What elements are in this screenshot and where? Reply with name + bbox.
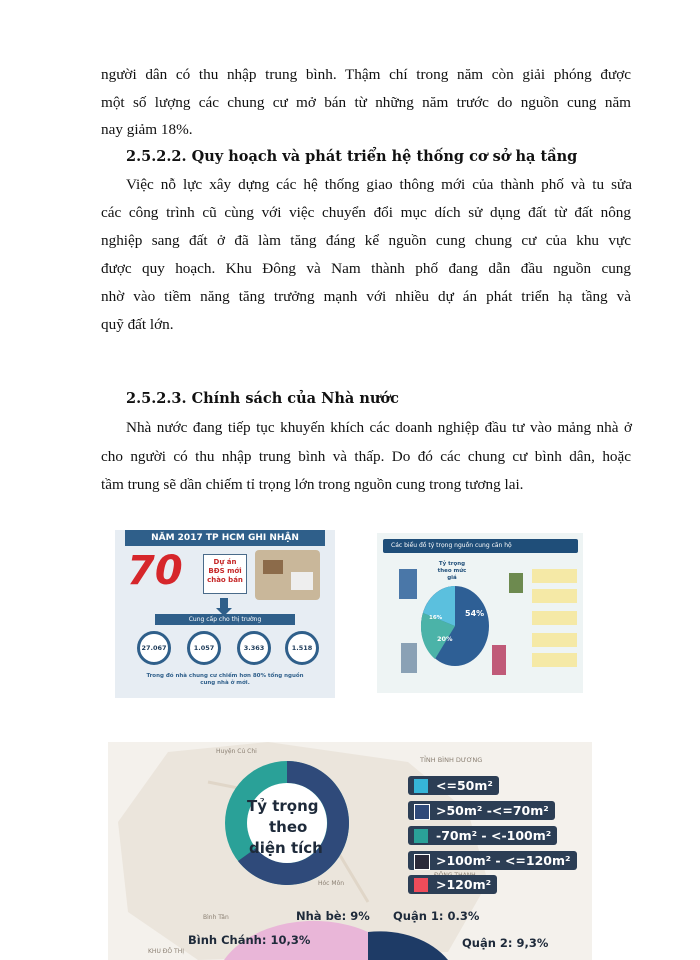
down-arrow-icon [220, 598, 228, 608]
district-label-quan-2: Quận 2: 9,3% [462, 936, 549, 950]
donut-title-line-1: Tỷ trọng [247, 797, 319, 815]
infographic-2017-supply [115, 530, 335, 698]
info1-footer: Trong đó nhà chung cư chiếm hơn 80% tổng nguồn cung nhà ở mới. [146, 673, 304, 686]
map-label-binh-tan: Bình Tân [203, 914, 229, 921]
legend-item-1 [408, 776, 499, 795]
heading-policy: 2.5.2.3. Chính sách của Nhà nước [126, 390, 399, 407]
para1-line-6: quỹ đất lớn. [101, 316, 174, 333]
para1-line-4: được quy hoạch. Khu Đông và Nam thành phố đang dẫn đầu nguồn cung [101, 260, 631, 277]
legend-item-5 [408, 875, 497, 894]
donut-title-line-2: theo [269, 818, 308, 836]
info2-note-1 [532, 569, 577, 583]
para1-line-3: nghiệp sang đất ở đã làm tăng đáng kể nguồn cung chung cư của khu vực [101, 232, 631, 249]
pie-label-20: 20% [437, 635, 453, 643]
donut-title-line-3: diện tích [249, 839, 323, 857]
pie-label-16: 16% [429, 615, 443, 621]
info2-note-5 [532, 653, 577, 667]
para2-line-3: tầm trung sẽ dần chiếm tỉ trọng lớn trong nguồn cung trong tương lai. [101, 476, 524, 493]
heading-infrastructure: 2.5.2.2. Quy hoạch và phát triển hệ thống cơ sở hạ tầng [126, 148, 578, 165]
legend-label-1: <=50m² [436, 778, 493, 793]
infographic-area-share [108, 742, 592, 960]
infographic-price-share [377, 533, 583, 693]
info1-circle-1: 27.067 [137, 631, 171, 665]
legend-label-5: >120m² [436, 877, 492, 892]
building-icon-2 [401, 643, 417, 673]
legend-label-2: >50m² -<=70m² [436, 803, 549, 818]
legend-swatch-3 [414, 829, 428, 843]
info2-note-4 [532, 633, 577, 647]
intro-line-2: một số lượng các chung cư mở bán từ những năm trước do nguồn cung năm [101, 94, 631, 111]
building-icon-1 [399, 569, 417, 599]
para1-line-1: Việc nỗ lực xây dựng các hệ thống giao thông mới của thành phố và tu sửa [126, 176, 632, 193]
district-label-nha-be: Nhà bè: 9% [296, 909, 370, 923]
info1-banner: NĂM 2017 TP HCM GHI NHẬN [125, 530, 325, 546]
info1-sub-banner: Cung cấp cho thị trường [155, 614, 295, 625]
district-label-quan-1: Quận 1: 0.3% [393, 909, 480, 923]
building-icon-3 [492, 645, 506, 675]
pie-label-54: 54% [465, 609, 485, 618]
map-label-cu-chi: Huyện Củ Chi [216, 748, 257, 755]
info2-pie-title: Tỷ trọng theo mức giá [437, 561, 467, 581]
legend-item-2 [408, 801, 555, 820]
info2-note-3 [532, 611, 577, 625]
intro-line-3: nay giảm 18%. [101, 121, 193, 138]
building-icon-4 [509, 573, 523, 593]
info1-circle-3: 3.363 [237, 631, 271, 665]
legend-label-3: -70m² - <-100m² [436, 828, 552, 843]
info1-big-number: 70 [127, 548, 183, 594]
info2-header: Các biểu đồ tỷ trọng nguồn cung căn hộ [383, 539, 578, 553]
para2-line-2: cho người có thu nhập trung bình và thấp. Do đó các chung cư bình dân, hoặc [101, 448, 631, 465]
district-label-binh-chanh: Bình Chánh: 10,3% [188, 933, 311, 947]
para1-line-2: các công trình cũ cùng với việc chuyển đổi mục dích sử dụng đất từ đất nông [101, 204, 631, 221]
info1-box [203, 554, 247, 594]
legend-item-4 [408, 851, 577, 870]
map-label-hoc-mon: Hóc Môn [318, 880, 345, 887]
map-region-label: TỈNH BÌNH DƯƠNG [420, 756, 483, 764]
legend-swatch-5 [414, 878, 428, 892]
legend-label-4: >100m² - <=120m² [436, 853, 571, 868]
info1-circle-2: 1.057 [187, 631, 221, 665]
apartment-illustration [255, 550, 320, 600]
legend-swatch-1 [414, 779, 428, 793]
info1-box-line-1: Dự án [213, 558, 237, 566]
info1-circle-4: 1.518 [285, 631, 319, 665]
para1-line-5: nhờ vào tiềm năng tăng trưởng mạnh với nhiều dự án phát triển hạ tầng và [101, 288, 631, 305]
legend-swatch-4 [414, 854, 430, 870]
info1-box-line-3: chào bán [207, 576, 243, 584]
map-label-khu-do-thi: KHU ĐÔ THỊ [148, 948, 184, 955]
intro-line-1: người dân có thu nhập trung bình. Thậm chí trong năm còn giải phóng được [101, 66, 631, 83]
info2-note-2 [532, 589, 577, 603]
legend-item-3 [408, 826, 557, 845]
legend-swatch-2 [414, 804, 430, 820]
para2-line-1: Nhà nước đang tiếp tục khuyến khích các doanh nghiệp đầu tư vào mảng nhà ở [126, 419, 632, 436]
info1-box-line-2: BĐS mới [208, 567, 242, 575]
